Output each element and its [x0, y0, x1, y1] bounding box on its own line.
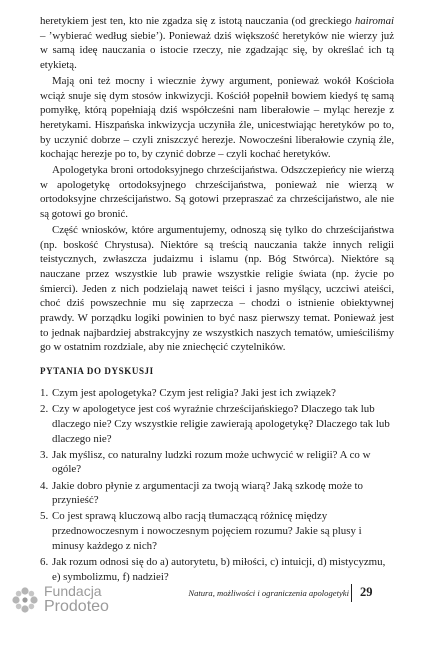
footer-divider — [351, 584, 352, 602]
question-number: 1. — [40, 387, 49, 400]
logo-text-fundacja: Fundacja — [44, 583, 102, 599]
fundacja-prodoteo-logo — [10, 581, 130, 617]
discussion-question — [40, 386, 394, 401]
discussion-question — [40, 479, 394, 508]
discussion-question — [40, 509, 394, 553]
paragraph-text: heretykiem jest ten, kto nie zgadza się z istotą nauczania (od greckiego — [40, 15, 355, 27]
logo-text-prodoteo: Prodoteo — [44, 598, 109, 615]
discussion-questions — [40, 386, 394, 584]
paragraph-text: Apologetyka broni ortodoksyjnego chrześcijaństwa. Odszczepieńcy nie wierzą w apologetykę ortodoksyjnego chrześcijaństwa, ponieważ nie wierzą w ortodoksyjne chrześcijaństwo. Są gotowi przepraszać za chrześcijaństwo, ale nie są gotowi go bronić. — [40, 164, 394, 221]
question-number: 5. — [40, 510, 49, 523]
prodoteo-logo-icon — [10, 585, 40, 615]
question-text: Jakie dobro płynie z argumentacji za twoją wiarą? Jaką szkodę może to przynieść? — [52, 479, 363, 507]
body-paragraph — [40, 74, 394, 162]
page-number: 29 — [360, 585, 373, 599]
question-number: 3. — [40, 448, 49, 461]
body-text — [40, 14, 394, 355]
discussion-question — [40, 402, 394, 446]
body-paragraph — [40, 223, 394, 355]
question-text: Jak rozum odnosi się do a) autorytetu, b) miłości, c) intuicji, d) mistycyzmu, e) symbolizmu, f) nadziei? — [52, 555, 386, 583]
question-text: Czy w apologetyce jest coś wyraźnie chrześcijańskiego? Dlaczego tak lub dlaczego nie? Czy wszystkie religie zawierają apologetykę? Dlaczego tak lub dlaczego nie? — [52, 403, 390, 445]
question-number: 2. — [40, 403, 49, 416]
page-content — [40, 14, 394, 586]
body-paragraph — [40, 163, 394, 222]
paragraph-text: Mają oni też mocny i wiecznie żywy argument, ponieważ wokół Kościoła wciąż snuje się dym stosów inkwizycji. Kościół popełnił bowiem kiedyś tę samą pomyłkę, którą popełniają dziś współcześni nam liberałowie – myląc herezje z heretykami. Hiszpańska inkwizycja uczyniła źle, unicestwiając heretyków po to, by uczynić dobrze – czyli zniszczyć herezje. Nowocześni liberałowie czynią źle, kochając herezje po to, by czynić dobrze – czyli kochać heretyków. — [40, 74, 394, 161]
italic-term: hairomai — [354, 15, 394, 27]
running-title: Natura, możliwości i ograniczenia apologetyki — [188, 588, 349, 598]
page-footer — [0, 580, 433, 620]
body-paragraph — [40, 14, 394, 73]
question-number: 6. — [40, 555, 49, 568]
question-number: 4. — [40, 479, 49, 492]
paragraph-text: Część wniosków, które argumentujemy, odnoszą się tylko do chrześcijaństwa (np. boskość Chrystusa). Niektóre są treścią nauczania także innych religii teistycznych, zwłaszcza judaizmu i islamu (np. Bóg Stwórca). Niektóre są nauczane przez wszystkie lub prawie wszystkie religie świata (np. życie po śmierci). Jeden z nich podzielają nawet teiści i jasno myślący, uczciwi ateiści, choć dziś powszechnie mu się zaprzecza – chodzi o istnienie obiektywnej prawdy. W porządku logiki powinien to być nasz pierwszy temat. Ponieważ jest to jednak najbardziej abstrakcyjny ze wszystkich naszych tematów, umieściliśmy go w ostatnim rozdziale, aby nie zniechęcić czytelników. — [40, 223, 394, 354]
discussion-heading: PYTANIA DO DYSKUSJI — [40, 366, 154, 377]
question-text: Czym jest apologetyka? Czym jest religia? Jaki jest ich związek? — [52, 387, 336, 400]
paragraph-text: – ’wybierać według siebie’). Ponieważ dziś większość heretyków nie wierzy już w samą ideę nauczania o istocie rzeczy, nie zgadzając się, by określać ich tą etykietą. — [40, 29, 394, 72]
question-text: Co jest sprawą kluczową albo racją tłumaczącą różnicę między przednowoczesnym i nowoczesnym pojęciem rozumu? Jakie są plusy i minusy każdego z nich? — [52, 510, 362, 552]
discussion-question — [40, 448, 394, 477]
question-text: Jak myślisz, co naturalny ludzki rozum może uchwycić w religii? A co w ogóle? — [52, 448, 371, 476]
